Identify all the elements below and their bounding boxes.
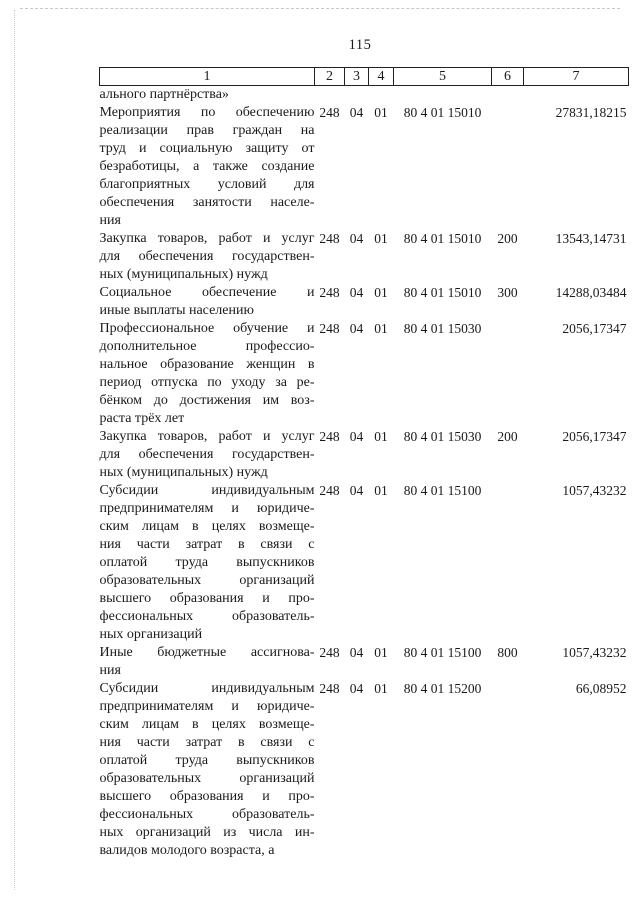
row-name-line: предпринимателям и юридиче-: [99, 699, 315, 714]
subsection-code-cell: 01: [374, 285, 388, 300]
expense-type-cell: [492, 320, 524, 428]
row-name-line: фессиональных образователь-: [99, 807, 315, 822]
expense-type-cell: [492, 680, 524, 860]
header-cell-col-6: 6: [492, 68, 524, 86]
row-name-line: для обеспечения государствен-: [99, 447, 315, 462]
expense-type-cell: 300: [497, 285, 518, 300]
row-name-line: иные выплаты населению: [99, 303, 254, 318]
header-cell-col-2: 2: [315, 68, 345, 86]
row-name-line: ским лицам в целях возмеще-: [99, 519, 315, 534]
row-name-line: оплатой труда выпускников: [99, 555, 315, 570]
subsection-code-cell: 01: [374, 483, 388, 498]
ministry-code-cell: 248: [319, 645, 340, 660]
target-article-cell: 80 4 01 15030: [403, 429, 482, 444]
target-article-cell: 80 4 01 15010: [403, 105, 482, 120]
table-row: [100, 428, 629, 482]
expense-type-cell: [492, 482, 524, 644]
row-name-line: Социальное обеспечение и: [99, 285, 315, 300]
row-name-cell: [100, 230, 315, 284]
row-name-line: Мероприятия по обеспечению: [99, 105, 315, 120]
expense-type-cell: [492, 104, 524, 230]
section-code-cell: 04: [349, 681, 364, 696]
row-name-line: валидов молодого возраста, а: [99, 843, 275, 858]
row-name-line: ния: [99, 663, 121, 678]
expense-type-cell: 800: [497, 645, 518, 660]
header-cell-col-7: 7: [524, 68, 629, 86]
amount-cell: 14288,03484: [555, 285, 627, 300]
target-article-cell: 80 4 01 15100: [403, 645, 482, 660]
row-name-line: безработицы, а также создание: [99, 159, 315, 174]
table-row: [100, 284, 629, 320]
section-code-cell: [345, 86, 369, 105]
target-article-cell: 80 4 01 15200: [403, 681, 482, 696]
section-code-cell: 04: [349, 105, 364, 120]
target-article-cell: [394, 86, 492, 105]
row-name-line: ных организаций из числа ин-: [99, 825, 315, 840]
table-row: [100, 86, 629, 105]
row-name-line: Субсидии индивидуальным: [99, 681, 315, 696]
row-name-line: раста трёх лет: [99, 411, 185, 426]
ministry-code-cell: 248: [319, 231, 340, 246]
row-name-line: Профессиональное обучение и: [99, 321, 315, 336]
row-name-line: высшего образования и про-: [99, 789, 315, 804]
header-cell-col-5: 5: [394, 68, 492, 86]
row-name-line: бёнком до достижения им воз-: [99, 393, 315, 408]
table-row: [100, 680, 629, 860]
target-article-cell: 80 4 01 15010: [403, 285, 482, 300]
row-name-line: период отпуска по уходу за ре-: [99, 375, 315, 390]
row-name-cell: [100, 284, 315, 320]
target-article-cell: 80 4 01 15100: [403, 483, 482, 498]
page-number: 115: [348, 37, 372, 53]
row-name-line: фессиональных образователь-: [99, 609, 315, 624]
row-name-line: нальное образование женщин в: [99, 357, 315, 372]
row-name-line: обеспечения занятости населе-: [99, 195, 315, 210]
amount-cell: 2056,17347: [562, 321, 627, 336]
row-name-line: благоприятных условий для: [99, 177, 315, 192]
table-row: [100, 644, 629, 680]
row-name-cell: [100, 644, 315, 680]
row-name-cell: [100, 428, 315, 482]
row-name-line: ального партнёрства»: [99, 87, 229, 102]
header-cell-col-4: 4: [369, 68, 394, 86]
header-cell-col-1: 1: [100, 68, 315, 86]
row-name-line: труд и социальную защиту от: [99, 141, 315, 156]
expense-type-cell: [492, 86, 524, 105]
amount-cell: 27831,18215: [555, 105, 627, 120]
table-header-row: [100, 68, 629, 86]
row-name-line: ных (муниципальных) нужд: [99, 267, 268, 282]
row-name-cell: [100, 104, 315, 230]
subsection-code-cell: 01: [374, 681, 388, 696]
row-name-cell: [100, 320, 315, 428]
header-cell-col-3: 3: [345, 68, 369, 86]
section-code-cell: 04: [349, 321, 364, 336]
row-name-line: Закупка товаров, работ и услуг: [99, 231, 315, 246]
table-row: [100, 230, 629, 284]
ministry-code-cell: 248: [319, 321, 340, 336]
ministry-code-cell: 248: [319, 285, 340, 300]
budget-table: [99, 67, 629, 860]
expense-type-cell: 200: [497, 231, 518, 246]
amount-cell: 1057,43232: [562, 483, 627, 498]
expense-type-cell: 200: [497, 429, 518, 444]
scan-left-edge: [14, 10, 15, 890]
section-code-cell: 04: [349, 645, 364, 660]
row-name-cell: [100, 482, 315, 644]
row-name-line: образовательных организаций: [99, 573, 315, 588]
subsection-code-cell: 01: [374, 645, 388, 660]
subsection-code-cell: 01: [374, 429, 388, 444]
row-name-line: Закупка товаров, работ и услуг: [99, 429, 315, 444]
table-row: [100, 482, 629, 644]
row-name-line: дополнительное профессио-: [99, 339, 315, 354]
subsection-code-cell: 01: [374, 231, 388, 246]
row-name-line: Иные бюджетные ассигнова-: [99, 645, 315, 660]
ministry-code-cell: 248: [319, 105, 340, 120]
row-name-line: высшего образования и про-: [99, 591, 315, 606]
row-name-line: ния части затрат в связи с: [99, 537, 315, 552]
ministry-code-cell: 248: [319, 483, 340, 498]
row-name-line: оплатой труда выпускников: [99, 753, 315, 768]
subsection-code-cell: 01: [374, 321, 388, 336]
row-name-line: ния: [99, 213, 121, 228]
ministry-code-cell: [315, 86, 345, 105]
row-name-line: для обеспечения государствен-: [99, 249, 315, 264]
amount-cell: 1057,43232: [562, 645, 627, 660]
row-name-line: ния части затрат в связи с: [99, 735, 315, 750]
target-article-cell: 80 4 01 15030: [403, 321, 482, 336]
target-article-cell: 80 4 01 15010: [403, 231, 482, 246]
subsection-code-cell: [369, 86, 394, 105]
amount-cell: 13543,14731: [555, 231, 627, 246]
ministry-code-cell: 248: [319, 429, 340, 444]
ministry-code-cell: 248: [319, 681, 340, 696]
table-row: [100, 104, 629, 230]
amount-cell: 66,08952: [575, 681, 627, 696]
row-name-line: ским лицам в целях возмеще-: [99, 717, 315, 732]
table-body: [100, 86, 629, 861]
row-name-line: образовательных организаций: [99, 771, 315, 786]
section-code-cell: 04: [349, 483, 364, 498]
amount-cell: [524, 86, 629, 105]
row-name-line: предпринимателям и юридиче-: [99, 501, 315, 516]
section-code-cell: 04: [349, 429, 364, 444]
row-name-line: Субсидии индивидуальным: [99, 483, 315, 498]
section-code-cell: 04: [349, 231, 364, 246]
subsection-code-cell: 01: [374, 105, 388, 120]
section-code-cell: 04: [349, 285, 364, 300]
row-name-cell: [100, 680, 315, 860]
table-row: [100, 320, 629, 428]
row-name-line: ных (муниципальных) нужд: [99, 465, 268, 480]
scan-top-edge: [20, 8, 620, 9]
row-name-line: ных организаций: [99, 627, 203, 642]
row-name-cell: [100, 86, 315, 105]
row-name-line: реализации прав граждан на: [99, 123, 315, 138]
amount-cell: 2056,17347: [562, 429, 627, 444]
